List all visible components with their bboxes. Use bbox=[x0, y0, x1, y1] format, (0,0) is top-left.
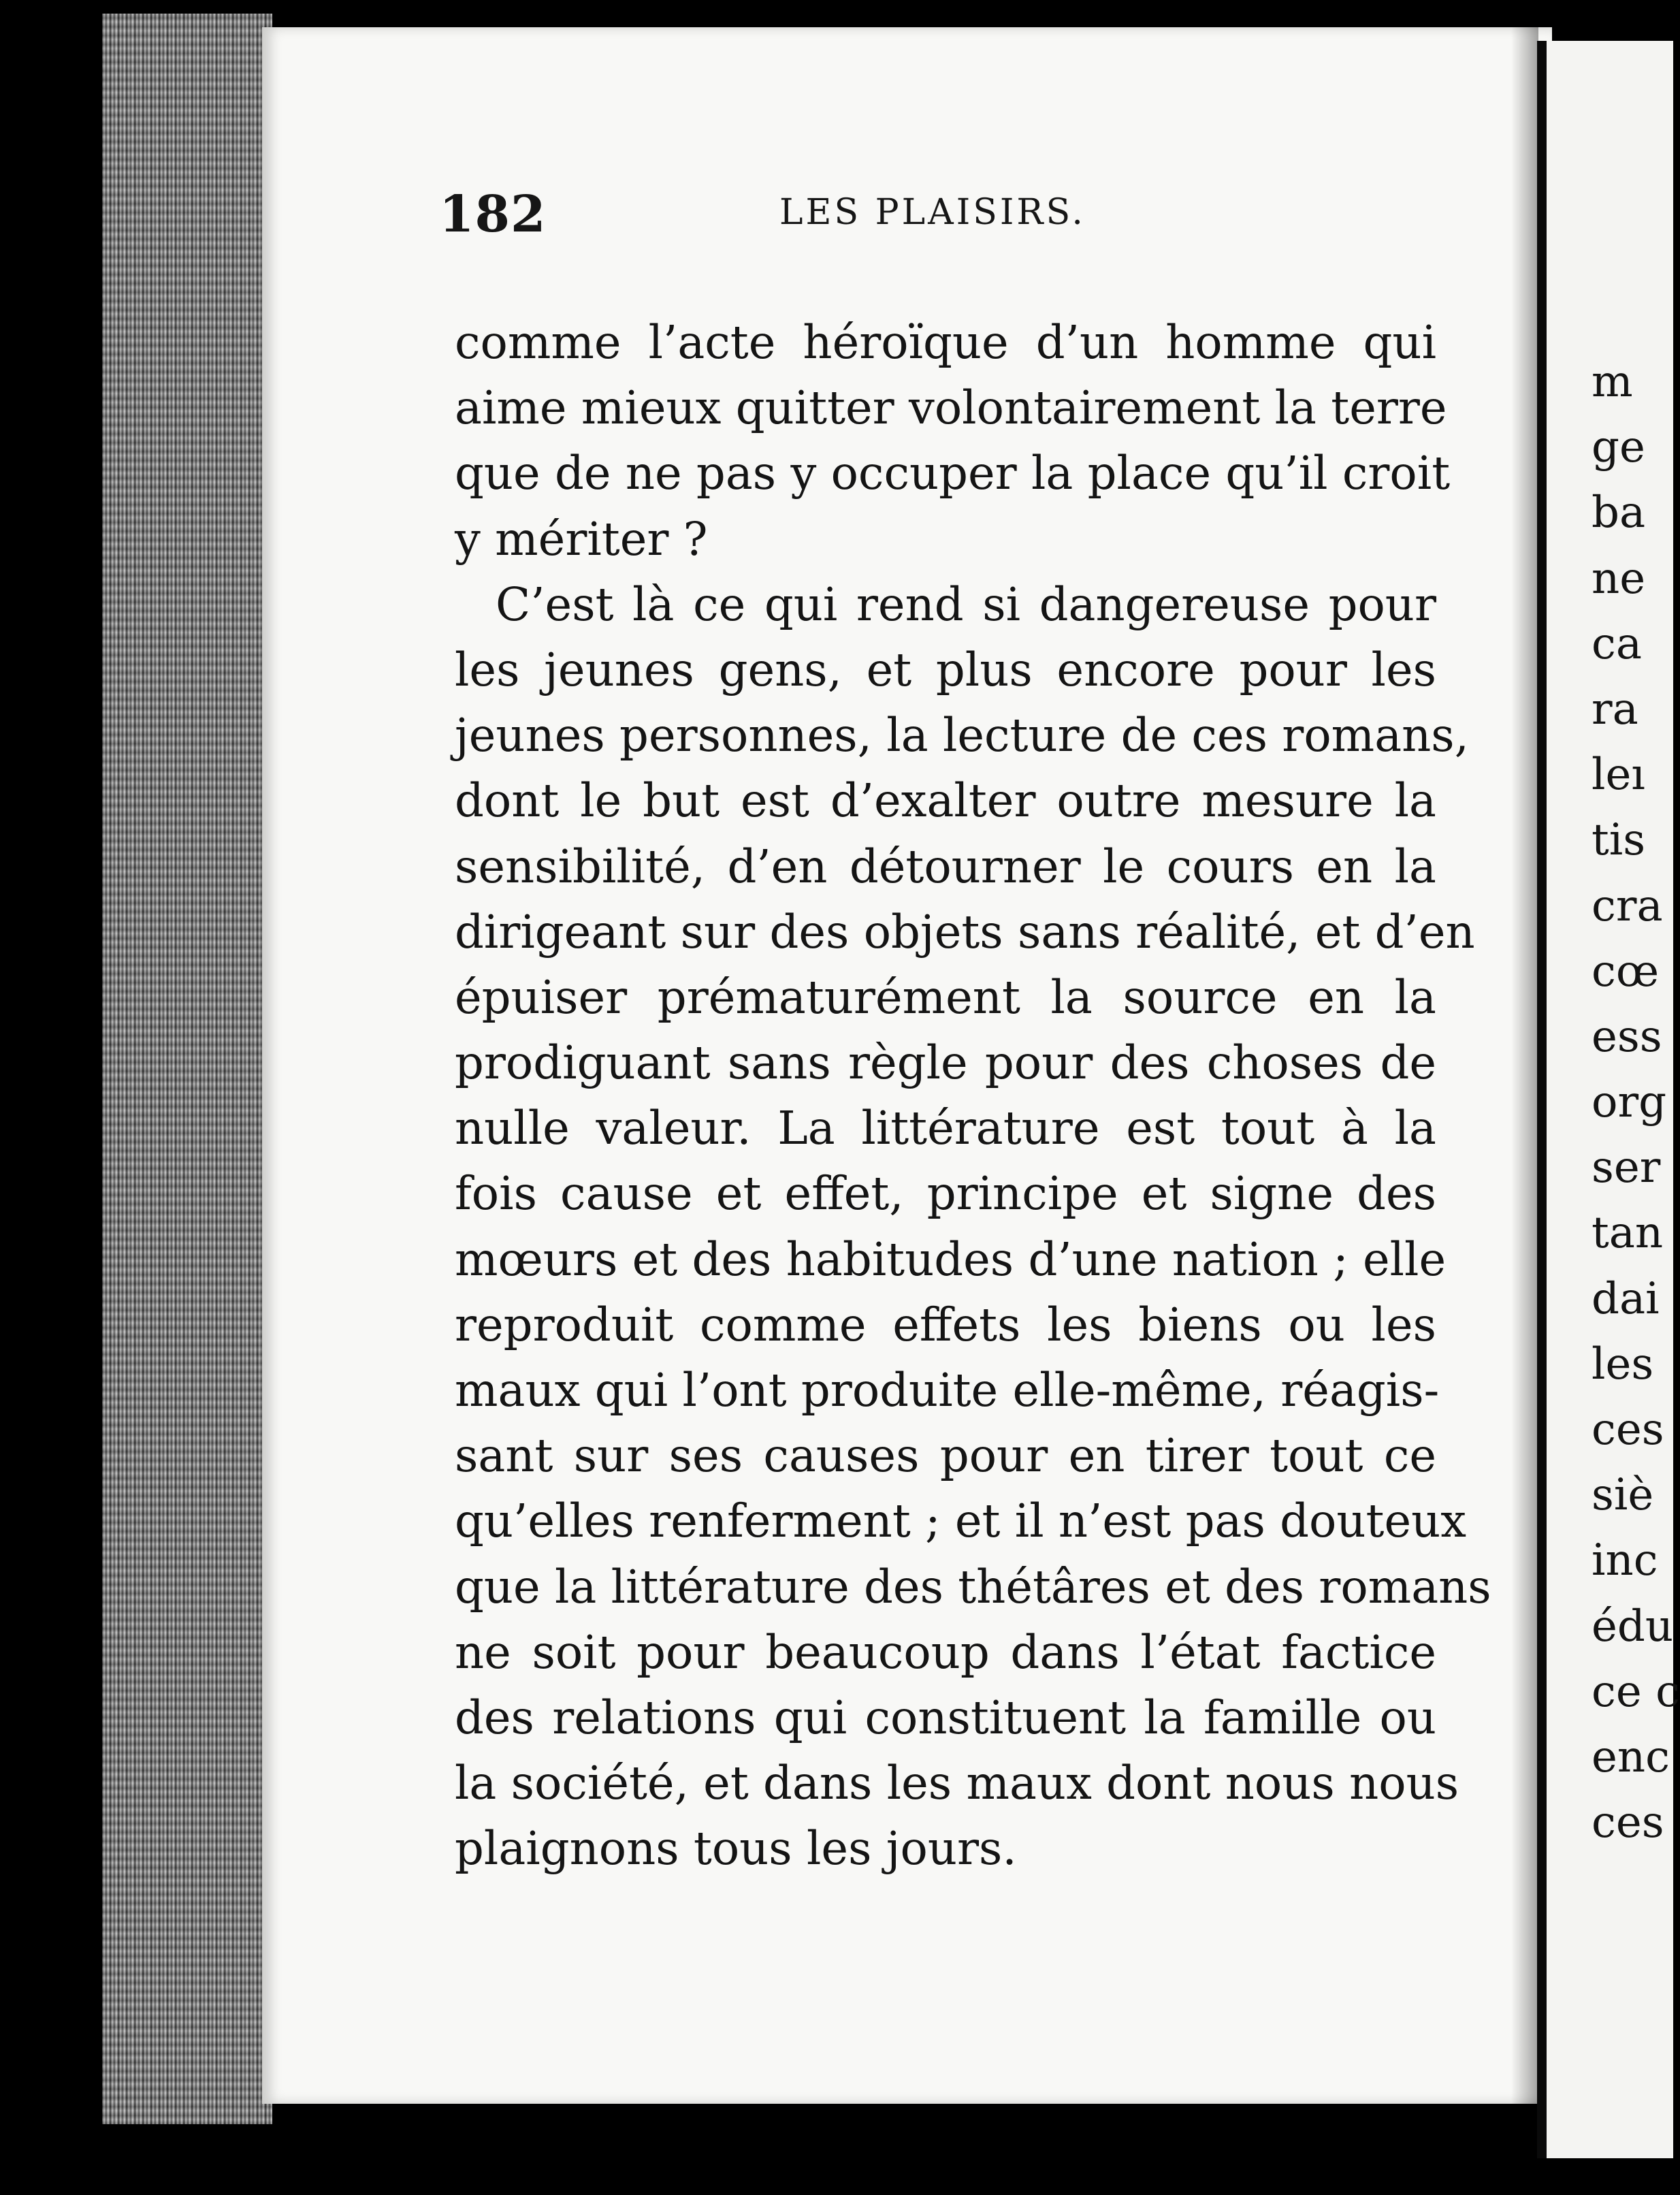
facing-line-fragment: ba bbox=[1592, 487, 1646, 539]
text-line: maux qui l’ont produite elle-même, réagis- bbox=[455, 1364, 1440, 1417]
facing-line-fragment: siè bbox=[1592, 1470, 1654, 1521]
text-line: mœurs et des habitudes d’une nation ; elle bbox=[455, 1232, 1447, 1286]
body-text bbox=[455, 310, 1491, 1882]
text-line: les jeunes gens, et plus encore pour les bbox=[455, 643, 1436, 696]
text-line: que la littérature des thétâres et des romans bbox=[455, 1560, 1491, 1614]
facing-line-fragment: ser bbox=[1592, 1142, 1661, 1193]
text-line: que de ne pas y occuper la place qu’il croit bbox=[455, 447, 1451, 500]
facing-line-fragment: ces bbox=[1592, 1405, 1664, 1455]
facing-line-fragment: ess bbox=[1592, 1011, 1662, 1062]
text-line: sensibilité, d’en détourner le cours en la bbox=[455, 839, 1436, 893]
text-line: la société, et dans les maux dont nous nous bbox=[455, 1757, 1459, 1810]
text-line: nulle valeur. La littérature est tout à la bbox=[455, 1102, 1436, 1155]
text-line: aime mieux quitter volontairement la terre bbox=[455, 381, 1447, 435]
facing-line-fragment: cra bbox=[1592, 880, 1663, 931]
text-line: prodiguant sans règle pour des choses de bbox=[455, 1036, 1436, 1090]
running-head bbox=[439, 185, 1392, 246]
facing-line-fragment: tis bbox=[1592, 815, 1646, 866]
book-page bbox=[262, 27, 1552, 2104]
text-line: épuiser prématurément la source en la bbox=[455, 970, 1436, 1024]
gutter-shadow bbox=[1511, 27, 1538, 2104]
text-line: des relations qui constituent la famille ou bbox=[455, 1691, 1436, 1744]
text-line: plaignons tous les jours. bbox=[455, 1822, 1017, 1876]
facing-line-fragment: édu bbox=[1592, 1601, 1674, 1652]
facing-line-fragment: ces bbox=[1592, 1797, 1664, 1848]
facing-line-fragment: inc bbox=[1592, 1535, 1658, 1586]
facing-page-text bbox=[1592, 349, 1680, 1855]
running-title: LES PLAISIRS. bbox=[779, 192, 1086, 233]
text-line: sant sur ses causes pour en tirer tout ce bbox=[455, 1429, 1436, 1483]
book-page-edges bbox=[102, 14, 272, 2124]
page-number: 182 bbox=[439, 185, 547, 244]
facing-line-fragment: m bbox=[1592, 357, 1633, 407]
facing-line-fragment: ra bbox=[1592, 684, 1638, 735]
text-line: qu’elles renferment ; et il n’est pas douteux bbox=[455, 1494, 1467, 1548]
facing-line-fragment: ge bbox=[1592, 422, 1645, 473]
text-line: comme l’acte héroïque d’un homme qui bbox=[455, 316, 1436, 369]
facing-line-fragment: ca bbox=[1592, 618, 1642, 669]
facing-line-fragment: ce c bbox=[1592, 1666, 1680, 1717]
text-line: fois cause et effet, principe et signe des bbox=[455, 1167, 1436, 1221]
text-line: ne soit pour beaucoup dans l’état factice bbox=[455, 1625, 1436, 1679]
facing-line-fragment: dai bbox=[1592, 1273, 1660, 1324]
text-line: reproduit comme effets les biens ou les bbox=[455, 1298, 1436, 1351]
facing-line-fragment: ne bbox=[1592, 553, 1646, 604]
text-line: y mériter ? bbox=[455, 512, 708, 566]
facing-line-fragment: leı bbox=[1592, 750, 1645, 801]
text-line: dirigeant sur des objets sans réalité, et d’en bbox=[455, 905, 1475, 959]
text-line: dont le but est d’exalter outre mesure la bbox=[455, 774, 1436, 828]
facing-line-fragment: les bbox=[1592, 1339, 1654, 1390]
facing-line-fragment: tan bbox=[1592, 1208, 1664, 1259]
paragraph-first-line: C’est là ce qui rend si dangereuse pour bbox=[496, 577, 1436, 631]
text-line: jeunes personnes, la lecture de ces romans, bbox=[455, 709, 1469, 763]
facing-line-fragment: org bbox=[1592, 1077, 1667, 1128]
facing-line-fragment: cœ bbox=[1592, 946, 1660, 997]
facing-line-fragment: enc bbox=[1592, 1731, 1670, 1782]
